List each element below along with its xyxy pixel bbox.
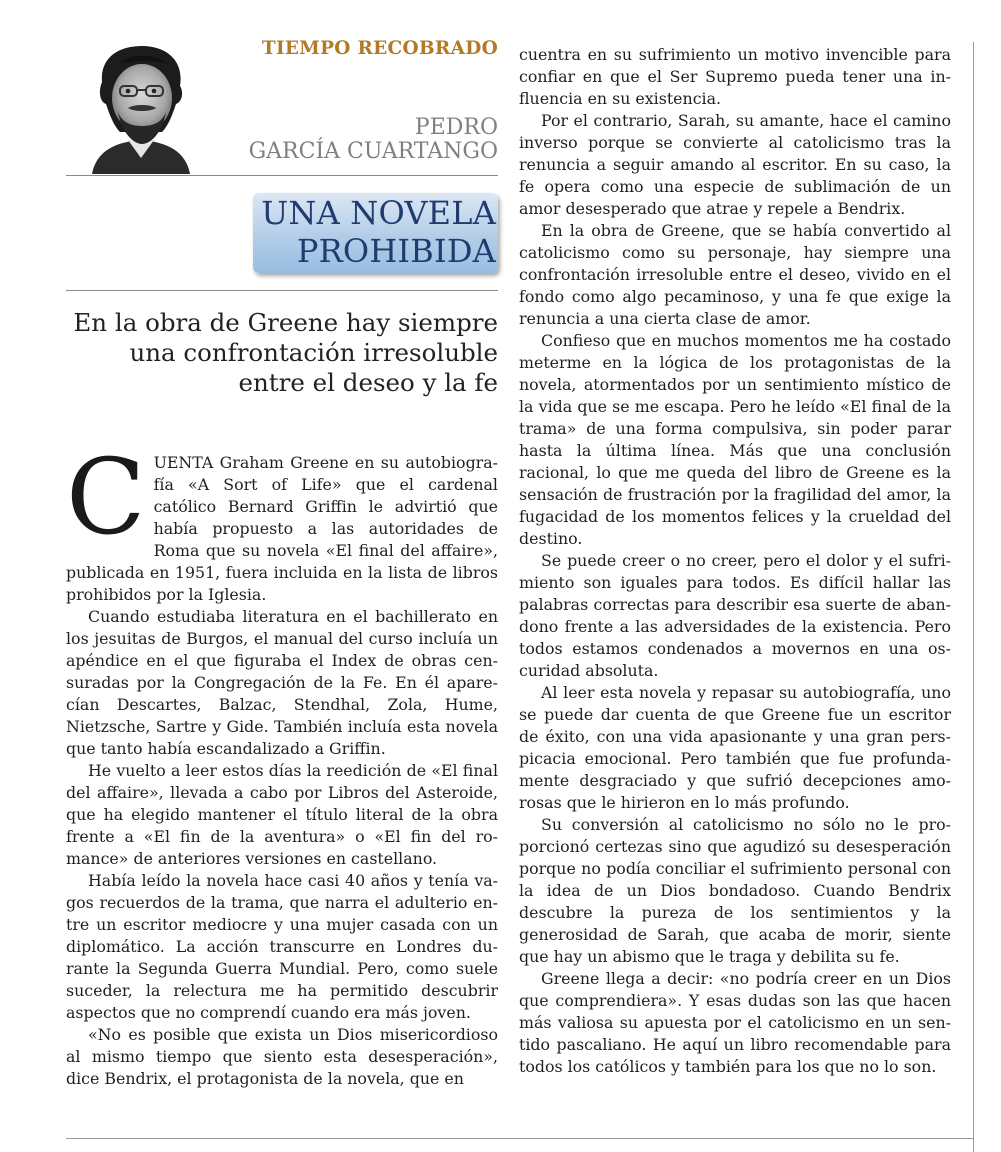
deck-subheadline: En la obra de Greene hay siempre una confrontación irresoluble entre el deseo y la fe — [73, 308, 498, 397]
paragraph-11: Su conversión al catolicismo no sólo no le proporcionó certezas sino que agudizó su desesperación porque no podía conciliar el sufrimiento personal con la idea de un Dios bondadoso. Cuando Bendrix descubre la pureza de los sentimientos y la generosidad de Sarah, que acaba de morir, siente que hay un abismo que le traga y debilita su fe. — [519, 815, 951, 966]
author-first-name: PEDRO — [414, 115, 498, 140]
paragraph-12: Greene llega a decir: «no podría creer en un Dios que comprendiera». Y esas dudas son las que hacen más valiosa su apuesta por el catolicismo en un sentido pascaliano. He aquí un libro recomendable para todos los católicos y también para los que no lo son. — [519, 969, 951, 1076]
headline-box — [253, 193, 498, 273]
drop-cap: C — [66, 436, 146, 558]
paragraph-1 — [66, 436, 498, 606]
paragraph-5: «No es posible que exista un Dios misericordioso al mismo tiempo que siento esta desesperación», dice Bendrix, el protagonista de la novela, que en — [66, 1025, 498, 1088]
column-header — [66, 30, 498, 180]
headline-divider — [66, 290, 498, 291]
paragraph-9: Se puede creer o no creer, pero el dolor y el sufrimiento son iguales para todos. Es difícil hallar las palabras correctas para describir esa suerte de abandono frente a las adversidades de la existencia. Pero todos estamos condenados a movernos en una oscuridad absoluta. — [519, 551, 951, 680]
paragraph-7: En la obra de Greene, que se había convertido al catolicismo como su personaje, hay siempre una confrontación irresoluble entre el deseo, vivido en el fondo como algo pecaminoso, y una fe que exige la renuncia a una cierta clase de amor. — [519, 221, 951, 328]
author-last-name: GARCÍA CUARTANGO — [248, 139, 498, 164]
paragraph-1-text: UENTA Graham Greene en su autobiografía «A Sort of Life» que el cardenal católico Bernard Griffin le advirtió que había propuesto a las autoridades de Roma que su novela «El final del affaire», publicada en 1951, fuera incluida en la lista de libros prohibidos por la Iglesia. — [66, 453, 498, 604]
paragraph-6: Por el contrario, Sarah, su amante, hace el camino inverso porque se convierte al catolicismo tras la renuncia a seguir amando al escritor. En su caso, la fe opera como una especie de sublimación de un amor desesperado que atrae y repele a Bendrix. — [519, 111, 951, 218]
paragraph-8: Confieso que en muchos momentos me ha costado meterme en la lógica de los protagonistas de la novela, atormentados por un sentimiento místico de la vida que se me escapa. Pero he leído «El final de la trama» de una forma compulsiva, sin poder parar hasta la última línea. Más que una conclusión racional, lo que me queda del libro de Greene es la sensación de frustración por la fragilidad del amor, la fugacidad de los momentos felices y la crueldad del destino. — [519, 331, 951, 548]
page-rule-bottom — [66, 1138, 974, 1139]
headline-line-1: UNA NOVELA — [261, 194, 496, 232]
paragraph-2: Cuando estudiaba literatura en el bachillerato en los jesuitas de Burgos, el manual del curso incluía un apéndice en el que figuraba el Index de obras censuradas por la Congregación de la Fe. En él aparecían Descartes, Balzac, Stendhal, Zola, Hume, Nietzsche, Sartre y Gide. También incluía esta novela que tanto había escandalizado a Griffin. — [66, 607, 498, 758]
article-column-2 — [519, 44, 951, 1078]
article-column-1 — [66, 436, 498, 1090]
author-byline — [249, 116, 498, 164]
paragraph-3: He vuelto a leer estos días la reedición de «El final del affaire», llevada a cabo por Libros del Asteroide, que ha elegido mantener el título literal de la obra frente a «El fin de la aventura» o «El fin del romance» de anteriores versiones en castellano. — [66, 761, 498, 868]
header-divider — [66, 175, 498, 176]
headline — [261, 194, 496, 270]
paragraph-5-continued: cuentra en su sufrimiento un motivo invencible para confiar en que el Ser Supremo pueda tener una influencia en su existencia. — [519, 45, 951, 108]
author-portrait — [88, 42, 194, 174]
paragraph-4: Había leído la novela hace casi 40 años y tenía vagos recuerdos de la trama, que narra el adulterio entre un escritor mediocre y una mujer casada con un diplomático. La acción transcurre en Londres durante la Segunda Guerra Mundial. Pero, como suele suceder, la relectura me ha permitido descubrir aspectos que no comprendí cuando era más joven. — [66, 871, 498, 1022]
headline-line-2: PROHIBIDA — [296, 232, 496, 270]
section-label: TIEMPO RECOBRADO — [261, 38, 498, 59]
column-rule-right — [973, 42, 974, 1152]
paragraph-10: Al leer esta novela y repasar su autobiografía, uno se puede dar cuenta de que Greene fue un escritor de éxito, con una vida apasionante y una gran perspicacia emocional. Pero también que fue profundamente desgraciado y que sufrió decepciones amorosas que le hirieron en lo más profundo. — [519, 683, 951, 812]
